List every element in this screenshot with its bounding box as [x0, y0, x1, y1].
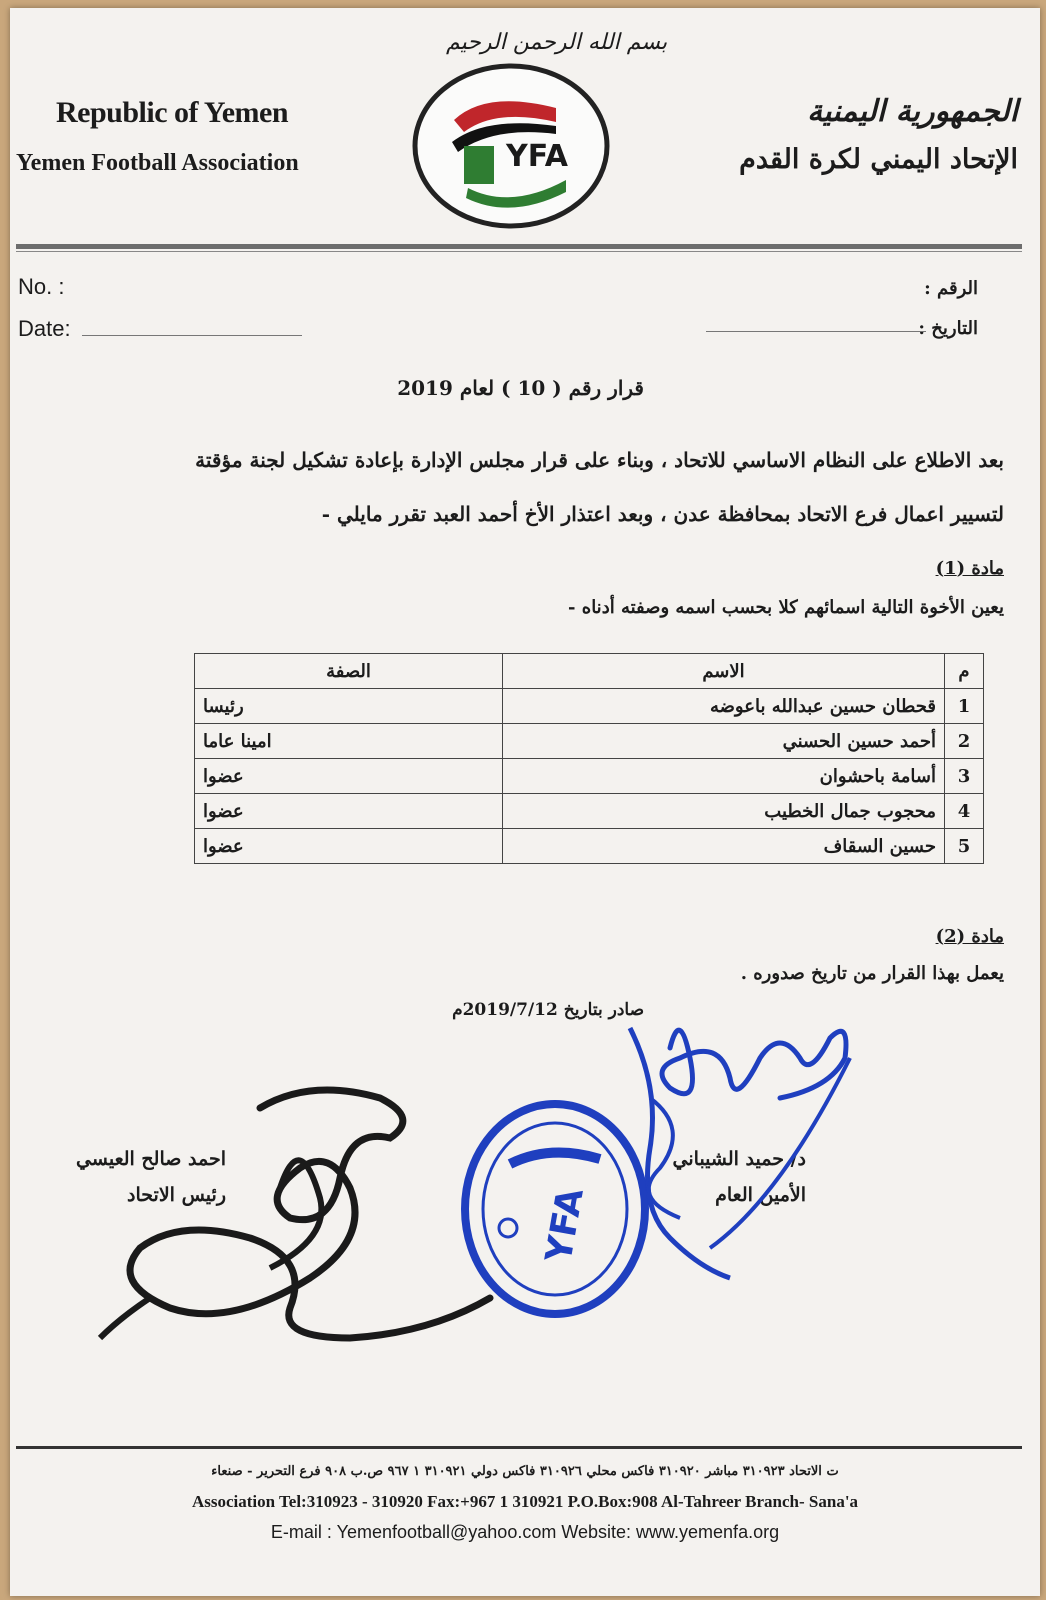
table-row	[195, 689, 984, 724]
row-num: 2	[945, 724, 984, 759]
left-signatory-name: احمد صالح العيسي	[76, 1148, 226, 1170]
arabic-title: الجمهورية اليمنية	[807, 94, 1018, 129]
decision-title: قرار رقم ( 10 ) لعام 2019	[397, 376, 644, 400]
table-row	[195, 724, 984, 759]
row-role: امينا عاما	[195, 724, 503, 759]
preamble-line-2: لتسيير اعمال فرع الاتحاد بمحافظة عدن ، وبعد اعتذار الأخ أحمد العبد تقرر مايلي -	[321, 502, 1004, 526]
right-signatory-name: د/ حميد الشيباني	[672, 1148, 806, 1170]
preamble-line-1: بعد الاطلاع على النظام الاساسي للاتحاد ، وبناء على قرار مجلس الإدارة بإعادة تشكيل لجنة مؤقتة	[195, 448, 1004, 472]
row-num: 1	[945, 689, 984, 724]
ar-no-label: الرقم :	[924, 278, 978, 299]
english-title: Republic of Yemen	[56, 96, 289, 129]
row-role: عضوا	[195, 759, 503, 794]
members-table	[194, 653, 984, 864]
right-signature	[610, 998, 870, 1298]
row-name: قحطان حسين عبدالله باعوضه	[503, 689, 945, 724]
english-subtitle: Yemen Football Association	[16, 150, 299, 176]
date-line	[82, 334, 302, 336]
right-signatory-title: الأمين العام	[715, 1184, 806, 1206]
footer-email-website: E-mail : Yemenfootball@yahoo.com Website: www.yemenfa.org	[270, 1522, 780, 1542]
article-2-label: مادة (2)	[935, 926, 1004, 947]
footer-english-contacts: Association Tel:310923 - 310920 Fax:+967 1 310921 P.O.Box:908 Al-Tahreer Branch- Sana'a	[191, 1492, 859, 1511]
date-label: Date:	[18, 316, 71, 341]
left-signatory-title: رئيس الاتحاد	[127, 1184, 226, 1206]
header-rule-thin	[16, 251, 1022, 252]
row-name: أسامة باحشوان	[503, 759, 945, 794]
col-name-header: الاسم	[503, 654, 945, 689]
logo-text: YFA	[506, 139, 568, 174]
no-label: No. :	[18, 274, 65, 299]
row-role: رئيسا	[195, 689, 503, 724]
row-num: 4	[945, 794, 984, 829]
row-name: حسين السقاف	[503, 829, 945, 864]
table-row	[195, 794, 984, 829]
article-1-text: يعين الأخوة التالية اسمائهم كلا بحسب اسمه وصفته أدناه -	[568, 597, 1004, 618]
table-row	[195, 829, 984, 864]
header-rule	[16, 244, 1022, 249]
row-role: عضوا	[195, 794, 503, 829]
row-name: أحمد حسين الحسني	[503, 724, 945, 759]
row-role: عضوا	[195, 829, 503, 864]
row-name: محجوب جمال الخطيب	[503, 794, 945, 829]
table-header-row	[195, 654, 984, 689]
issue-date: صادر بتاريخ 2019/7/12م	[452, 1000, 644, 1020]
row-num: 5	[945, 829, 984, 864]
ar-date-line	[706, 330, 926, 332]
table-row	[195, 759, 984, 794]
col-num-header: م	[945, 654, 984, 689]
ar-date-label: التاريخ :	[918, 318, 978, 339]
arabic-subtitle: الإتحاد اليمني لكرة القدم	[739, 144, 1018, 175]
row-num: 3	[945, 759, 984, 794]
footer-arabic-contacts: ت الاتحاد ٣١٠٩٢٣ مباشر ٣١٠٩٢٠ فاكس محلي ٣١٠٩٢٦ فاكس دولي ٣١٠٩٢١ ١ ٩٦٧ ص.ب ٩٠٨ فرع التحرير - صنعاء	[211, 1464, 839, 1479]
article-1-label: مادة (1)	[935, 558, 1004, 579]
letter-page	[10, 8, 1040, 1596]
basmala: بسم الله الرحمن الرحيم	[446, 30, 668, 55]
yfa-logo	[406, 60, 616, 232]
footer-rule	[16, 1446, 1022, 1449]
article-2-text: يعمل بهذا القرار من تاريخ صدوره .	[740, 963, 1004, 984]
stamp-text: YFA	[538, 1185, 592, 1266]
col-role-header: الصفة	[195, 654, 503, 689]
